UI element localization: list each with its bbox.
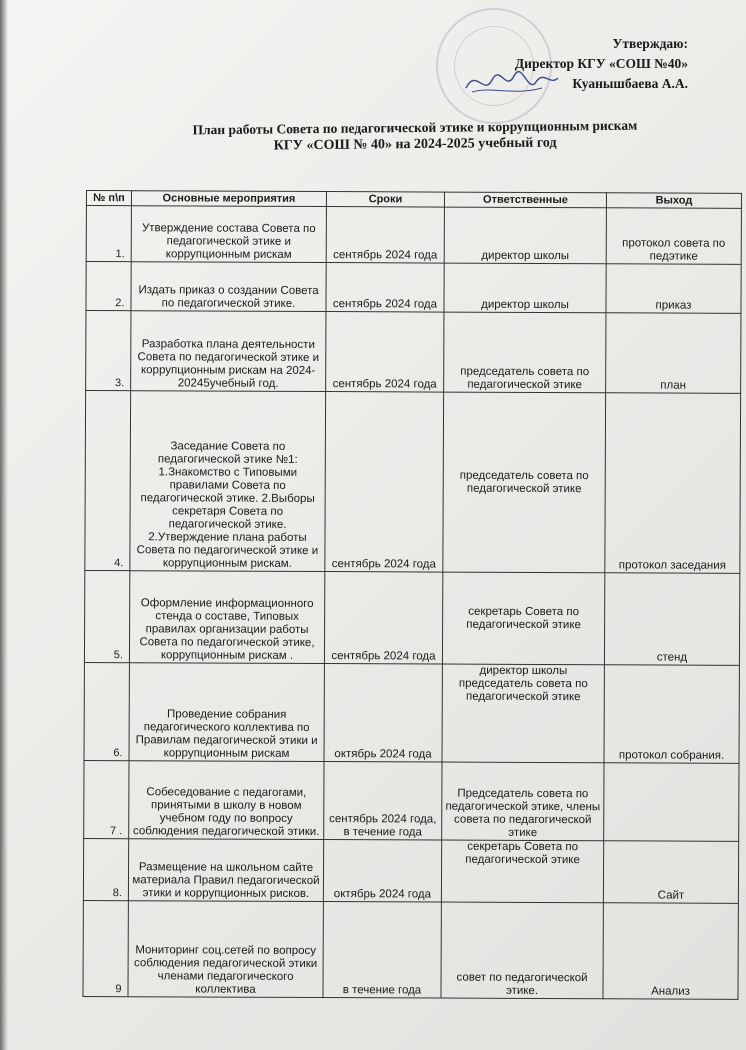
row-responsible: директор школы [444, 207, 606, 264]
row-number: 5. [84, 570, 129, 662]
table-row [84, 662, 739, 763]
row-output: стенд [604, 573, 739, 666]
row-output: приказ [606, 264, 741, 314]
approval-heading: Утверждаю: [612, 36, 688, 51]
header-output: Выход [606, 193, 741, 209]
row-responsible: председатель совета по педагогической этике [443, 392, 606, 573]
document-title [150, 117, 680, 155]
row-output [604, 763, 739, 842]
approval-position: Директор КГУ «СОШ №40» [514, 56, 688, 71]
row-dates: октябрь 2024 года [323, 840, 441, 903]
table-row [83, 900, 738, 999]
table-row [86, 311, 741, 394]
row-number: 7 . [84, 760, 129, 838]
table-row [84, 570, 739, 665]
row-activity: Заседание Совета по педагогической этике №1: 1.Знакомство с Типовыми правилами Совета по педагогической этике. 2.Выборы секретаря Совета по педагогической этике. 2.Утверждение плана работы Совета по педагогической этике и коррупционным рискам. [130, 391, 326, 572]
row-number: 1. [86, 206, 131, 262]
row-responsible: директор школы председатель совета по педагогической этике [442, 664, 604, 763]
row-activity: Разработка плана деятельности Совета по педагогической этике и коррупционным рискам на 2024-20245учебный год. [131, 311, 326, 392]
row-dates: сентябрь 2024 года [326, 312, 444, 393]
row-number: 6. [84, 662, 129, 760]
row-activity: Мониторинг соц.сетей по вопросу соблюдения педагогической этики членами педагогического коллектива [128, 901, 323, 998]
row-responsible: секретарь Совета по педагогической этике [441, 840, 603, 903]
row-activity: Издать приказ о создании Совета по педагогической этике. [131, 262, 326, 312]
row-dates: сентябрь 2024 года, в течение года [324, 762, 442, 841]
row-number: 2. [86, 262, 131, 311]
row-dates: сентябрь 2024 года [326, 263, 444, 313]
row-responsible: Председатель совета по педагогической этике, члены совета по педагогической этике [442, 762, 604, 841]
approval-name: Куанышбаева А.А. [572, 76, 688, 91]
row-output: план [606, 313, 741, 394]
row-dates: октябрь 2024 года [324, 664, 442, 763]
row-activity: Проведение собрания педагогического коллектива по Правилам педагогической этики и коррупционным рискам [129, 663, 324, 762]
row-responsible: секретарь Совета по педагогической этике [442, 572, 604, 665]
header-number: № п\п [86, 191, 131, 206]
title-line-2: КГУ «СОШ № 40» на 2024-2025 учебный год [273, 135, 557, 154]
row-output: Сайт [603, 841, 738, 904]
table-row [86, 206, 741, 265]
row-activity: Оформление информационного стенда о составе, Типовых правилах организации работы Совета по педагогической этике, коррупционным рискам . [129, 571, 324, 664]
row-activity: Собеседование с педагогами, принятыми в школу в новом учебном году по вопросу соблюдения педагогической этики. [129, 761, 324, 840]
header-dates: Сроки [326, 192, 444, 208]
table-row [86, 262, 741, 314]
row-dates: сентябрь 2024 года [326, 207, 444, 264]
row-dates: сентябрь 2024 года [325, 392, 444, 573]
row-number: 9 [83, 900, 128, 996]
table-row [83, 838, 738, 903]
table-row [84, 760, 739, 841]
row-output: протокол заседания [605, 393, 741, 574]
row-number: 4. [85, 391, 131, 571]
row-responsible: председатель совета по педагогической этике [444, 312, 606, 393]
header-activity: Основные мероприятия [131, 191, 326, 207]
row-output: Анализ [603, 903, 738, 1000]
approval-block [515, 34, 688, 94]
title-line-1: План работы Совета по педагогической этике и коррупционным рискам [192, 117, 638, 138]
row-activity: Размещение на школьном сайте материала Правил педагогической этики и коррупционных рисков. [128, 839, 323, 902]
header-responsible: Ответственные [444, 192, 606, 208]
row-number: 3. [86, 311, 131, 391]
row-number: 8. [83, 838, 128, 900]
page-edge-shadow [0, 0, 8, 1050]
row-responsible: директор школы [444, 263, 606, 313]
table-row [85, 391, 741, 574]
row-output: протокол совета по педэтике [606, 208, 741, 265]
row-output: протокол собрания. [604, 665, 739, 764]
row-activity: Утверждение состава Совета по педагогической этике и коррупционным рискам [131, 206, 326, 263]
row-dates: сентябрь 2024 года [324, 572, 442, 665]
plan-table [82, 190, 742, 1000]
row-dates: в течение года [323, 902, 441, 999]
row-responsible: совет по педагогической этике. [441, 902, 603, 999]
